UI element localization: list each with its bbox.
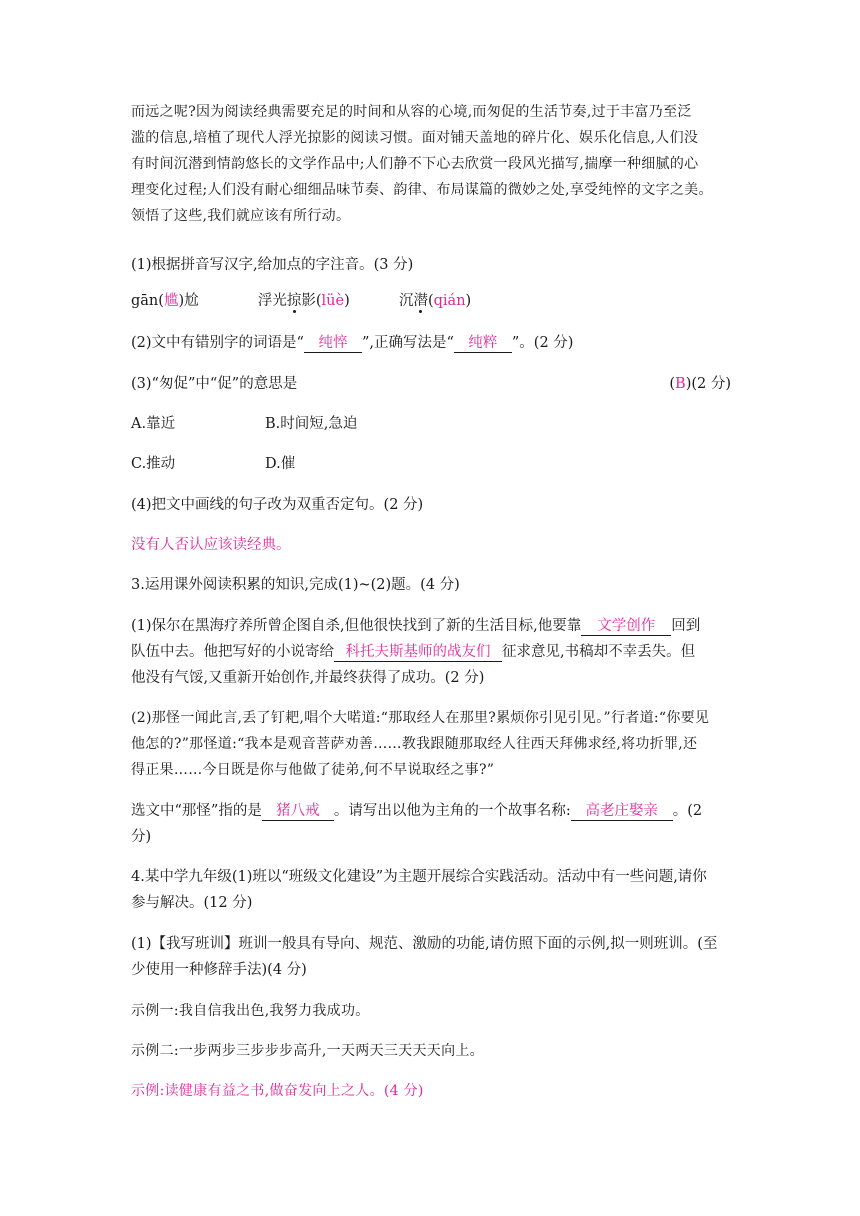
- pinyin-item-3: 沉潜(qián): [398, 293, 472, 309]
- q2-3-options-row-1: [131, 411, 731, 437]
- option-a: A.靠近: [131, 416, 176, 432]
- answer-literary-creation: 文学创作: [581, 617, 671, 636]
- answer-qian: qián: [433, 293, 466, 309]
- q4-title-line-2: 参与解决。(12 分): [131, 895, 253, 911]
- option-d: D.催: [265, 456, 296, 472]
- passage-line-4: 理变化过程;人们没有耐心细细品味节奏、韵律、布局谋篇的微妙之处,享受纯悴的文字之美。: [131, 182, 713, 198]
- dotted-char-lue: 掠: [286, 293, 302, 309]
- q3-2-question: 选文中“那怪”指的是 猪八戒 。请写出以他为主角的一个故事名称: 高老庄娶亲 。(2: [131, 803, 703, 819]
- q3-2-line-3: 得正果……今日既是你与他做了徒弟,何不早说取经之事?”: [131, 762, 495, 778]
- q3-title: 3.运用课外阅读积累的知识,完成(1)~(2)题。(4 分): [131, 577, 460, 593]
- dotted-char-qian: 潜: [413, 293, 428, 309]
- q2-4-answer: 没有人否认应该读经典。: [131, 537, 291, 553]
- q3-2-line-1: (2)那怪一闻此言,丢了钉耙,唱个大喏道:“那取经人在那里?累烦你引见引见。”行者道:“你要见: [131, 710, 710, 726]
- q4-1-line-1: (1)【我写班训】班训一般具有导向、规范、激励的功能,请仿照下面的示例,拟一则班训。(至: [131, 936, 718, 952]
- q2-1-prompt: (1)根据拼音写汉字,给加点的字注音。(3 分): [131, 257, 414, 273]
- passage-line-3: 有时间沉潜到情韵悠长的文学作品中;人们静不下心去欣赏一段风光描写,揣摩一种细腻的心: [131, 156, 699, 172]
- q2-3-options-row-2: [131, 451, 731, 477]
- answer-wrong-word: 纯悴: [304, 334, 362, 353]
- passage-line-1: 而远之呢?因为阅读经典需要充足的时间和从容的心境,而匆促的生活节奏,过于丰富乃至泛: [131, 104, 692, 120]
- answer-correct-word: 纯粹: [454, 334, 512, 353]
- passage-line-2: 滥的信息,培植了现代人浮光掠影的阅读习惯。面对铺天盖地的碎片化、娱乐化信息,人们没: [131, 130, 699, 146]
- option-c: C.推动: [131, 456, 176, 472]
- q3-1-line-1: (1)保尔在黑海疗养所曾企图自杀,但他很快找到了新的生活目标,他要靠 文学创作 回到: [131, 618, 701, 634]
- q2-3-answer-slot: (B)(2 分): [669, 376, 731, 392]
- answer-zhu-bajie: 猪八戒: [262, 802, 334, 821]
- q3-1-line-2: 队伍中去。他把写好的小说寄给 科托夫斯基师的战友们 征求意见,书稿却不幸丢失。但: [131, 644, 696, 660]
- q2-3: (3)“匆促”中“促”的意思是 (B)(2 分): [131, 371, 731, 397]
- option-b: B.时间短,急迫: [265, 416, 358, 432]
- answer-comrades: 科托夫斯基师的战友们: [334, 643, 502, 662]
- q4-title-line-1: 4.某中学九年级(1)班以“班级文化建设”为主题开展综合实践活动。活动中有一些问题,请你: [131, 869, 707, 885]
- answer-gan: 尴: [163, 293, 179, 309]
- pinyin-item-2: 浮光掠影(lüè): [257, 293, 350, 309]
- pinyin-item-1: gān(尴)尬: [131, 293, 199, 309]
- q4-1-answer: 示例:读健康有益之书,做奋发向上之人。(4 分): [131, 1083, 424, 1099]
- example-2: 示例二:一步两步三步步步高升,一天两天三天天天向上。: [131, 1043, 484, 1059]
- q2-4-prompt: (4)把文中画线的句子改为双重否定句。(2 分): [131, 497, 424, 513]
- passage-line-5: 领悟了这些,我们就应该有所行动。: [131, 208, 351, 224]
- answer-story-name: 高老庄娶亲: [571, 802, 673, 821]
- q2-2: (2)文中有错别字的词语是“ 纯悴 ”,正确写法是“ 纯粹 ”。(2 分): [131, 335, 574, 351]
- example-1: 示例一:我自信我出色,我努力我成功。: [131, 1003, 370, 1019]
- answer-choice: B: [675, 376, 686, 392]
- q2-1-items: [131, 288, 731, 314]
- q3-2-line-2: 他怎的?”那怪道:“我本是观音菩萨劝善……教我跟随那取经人往西天拜佛求经,将功折罪,还: [131, 736, 698, 752]
- q3-1-line-3: 他没有气馁,又重新开始创作,并最终获得了成功。(2 分): [131, 670, 485, 686]
- q4-1-line-2: 少使用一种修辞手法)(4 分): [131, 962, 307, 978]
- answer-lue: lüè: [321, 293, 345, 309]
- q3-2-question-line-2: 分): [131, 829, 152, 845]
